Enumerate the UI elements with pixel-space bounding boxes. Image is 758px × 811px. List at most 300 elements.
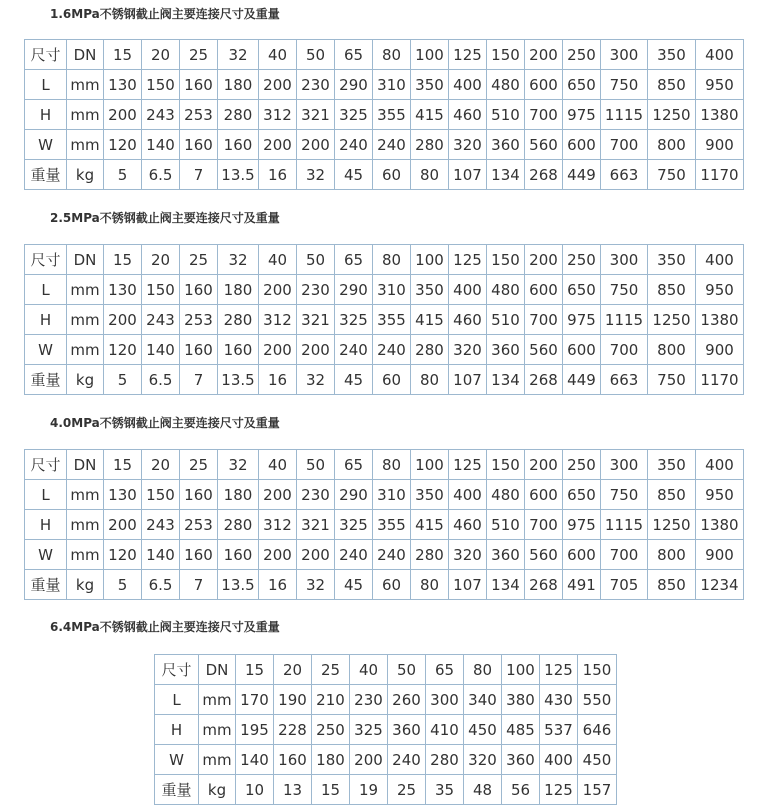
table-cell: 107 <box>449 365 487 395</box>
table-cell: 35 <box>426 775 464 805</box>
table-cell: 80 <box>373 40 411 70</box>
table-cell: 321 <box>297 510 335 540</box>
table-cell: L <box>25 70 67 100</box>
table-cell: 200 <box>297 540 335 570</box>
table-cell: 25 <box>312 655 350 685</box>
table-cell: 400 <box>449 70 487 100</box>
section-title-2-5mpa: 2.5MPa不锈钢截止阀主要连接尺寸及重量 <box>50 211 280 225</box>
table-cell: 160 <box>180 130 218 160</box>
table-cell: 325 <box>335 305 373 335</box>
table-cell: 25 <box>180 245 218 275</box>
table-cell: 1170 <box>696 160 744 190</box>
table-cell: mm <box>67 305 104 335</box>
table-cell: 195 <box>236 715 274 745</box>
table-cell: 350 <box>411 70 449 100</box>
table-cell: 800 <box>648 130 696 160</box>
table-cell: 280 <box>218 100 259 130</box>
table-cell: 280 <box>426 745 464 775</box>
table-cell: 190 <box>274 685 312 715</box>
table-cell: 312 <box>259 305 297 335</box>
table-cell: mm <box>199 745 236 775</box>
table-cell: 1380 <box>696 510 744 540</box>
table-cell: 650 <box>563 275 601 305</box>
table-cell: 240 <box>373 540 411 570</box>
table-cell: mm <box>67 510 104 540</box>
table-cell: 320 <box>464 745 502 775</box>
table-cell: W <box>25 130 67 160</box>
table-cell: 510 <box>487 510 525 540</box>
table-cell: 25 <box>180 40 218 70</box>
table-cell: 200 <box>259 540 297 570</box>
table-cell: 125 <box>449 245 487 275</box>
table-cell: 900 <box>696 130 744 160</box>
table-cell: 100 <box>411 245 449 275</box>
table-cell: 663 <box>601 160 648 190</box>
table-cell: 510 <box>487 305 525 335</box>
table-cell: 750 <box>601 480 648 510</box>
table-cell: kg <box>67 365 104 395</box>
table-cell: 350 <box>648 40 696 70</box>
table-cell: 646 <box>578 715 617 745</box>
table-cell: 450 <box>464 715 502 745</box>
table-cell: 360 <box>487 335 525 365</box>
table-cell: 200 <box>259 130 297 160</box>
height-row <box>155 715 617 745</box>
section-title-4-0mpa: 4.0MPa不锈钢截止阀主要连接尺寸及重量 <box>50 416 280 430</box>
table-cell: 尺寸 <box>155 655 199 685</box>
table-cell: 491 <box>563 570 601 600</box>
table-cell: 268 <box>525 570 563 600</box>
table-cell: 650 <box>563 70 601 100</box>
table-cell: 325 <box>335 510 373 540</box>
table-cell: 260 <box>388 685 426 715</box>
table-cell: 45 <box>335 160 373 190</box>
table-cell: 100 <box>411 450 449 480</box>
table-cell: 310 <box>373 275 411 305</box>
table-cell: 200 <box>525 450 563 480</box>
table-cell: 50 <box>297 40 335 70</box>
table-cell: 650 <box>563 480 601 510</box>
table-cell: 975 <box>563 100 601 130</box>
table-cell: 560 <box>525 335 563 365</box>
table-cell: 150 <box>487 450 525 480</box>
length-row <box>25 480 744 510</box>
table-cell: 253 <box>180 100 218 130</box>
table-cell: mm <box>199 685 236 715</box>
section-title-6-4mpa: 6.4MPa不锈钢截止阀主要连接尺寸及重量 <box>50 620 280 634</box>
table-cell: 975 <box>563 305 601 335</box>
table-cell: kg <box>67 570 104 600</box>
table-cell: mm <box>67 130 104 160</box>
table-cell: 16 <box>259 160 297 190</box>
table-cell: 480 <box>487 480 525 510</box>
table-cell: 800 <box>648 335 696 365</box>
table-cell: 160 <box>218 130 259 160</box>
table-cell: 850 <box>648 275 696 305</box>
table-cell: 268 <box>525 160 563 190</box>
table-cell: 50 <box>388 655 426 685</box>
table-cell: 325 <box>350 715 388 745</box>
width-row <box>25 540 744 570</box>
table-cell: 32 <box>218 450 259 480</box>
table-cell: 900 <box>696 540 744 570</box>
length-row <box>155 685 617 715</box>
table-cell: 510 <box>487 100 525 130</box>
spec-table-1-6mpa <box>24 39 744 190</box>
table-cell: 160 <box>180 540 218 570</box>
table-cell: W <box>155 745 199 775</box>
table-cell: 950 <box>696 275 744 305</box>
table-cell: 1250 <box>648 305 696 335</box>
table-cell: 65 <box>426 655 464 685</box>
table-cell: 850 <box>648 570 696 600</box>
table-cell: 350 <box>648 450 696 480</box>
table-cell: 700 <box>601 335 648 365</box>
table-cell: 160 <box>274 745 312 775</box>
table-cell: 150 <box>142 70 180 100</box>
table-cell: L <box>25 480 67 510</box>
table-cell: 140 <box>142 130 180 160</box>
table-cell: 700 <box>525 510 563 540</box>
table-cell: 50 <box>297 450 335 480</box>
table-cell: 240 <box>373 335 411 365</box>
table-cell: H <box>25 510 67 540</box>
table-cell: 25 <box>388 775 426 805</box>
spec-table-4-0mpa <box>24 449 744 600</box>
table-cell: DN <box>199 655 236 685</box>
table-cell: 250 <box>312 715 350 745</box>
table-cell: mm <box>67 480 104 510</box>
table-cell: 125 <box>449 450 487 480</box>
table-cell: 60 <box>373 160 411 190</box>
table-cell: 350 <box>411 275 449 305</box>
table-cell: 32 <box>297 570 335 600</box>
table-cell: 125 <box>449 40 487 70</box>
table-cell: 300 <box>601 40 648 70</box>
table-cell: 200 <box>259 480 297 510</box>
table-cell: H <box>25 305 67 335</box>
table-cell: 1234 <box>696 570 744 600</box>
table-cell: 975 <box>563 510 601 540</box>
table-cell: 290 <box>335 275 373 305</box>
table-cell: 300 <box>426 685 464 715</box>
table-cell: 80 <box>373 450 411 480</box>
table-cell: 449 <box>563 365 601 395</box>
table-cell: 130 <box>104 480 142 510</box>
table-cell: 312 <box>259 100 297 130</box>
table-cell: 360 <box>502 745 540 775</box>
table-cell: 160 <box>180 480 218 510</box>
table-cell: 200 <box>259 275 297 305</box>
length-row <box>25 275 744 305</box>
table-cell: 180 <box>218 480 259 510</box>
table-cell: 325 <box>335 100 373 130</box>
table-cell: 150 <box>142 275 180 305</box>
table-cell: 410 <box>426 715 464 745</box>
table-cell: 140 <box>236 745 274 775</box>
table-cell: 32 <box>297 160 335 190</box>
table-cell: 160 <box>180 335 218 365</box>
table-cell: 180 <box>218 70 259 100</box>
table-cell: 240 <box>388 745 426 775</box>
table-cell: 13.5 <box>218 365 259 395</box>
table-cell: 400 <box>540 745 578 775</box>
table-cell: 250 <box>563 450 601 480</box>
table-cell: 50 <box>297 245 335 275</box>
table-cell: 65 <box>335 245 373 275</box>
header-row <box>25 245 744 275</box>
table-cell: 600 <box>563 130 601 160</box>
table-cell: 600 <box>525 70 563 100</box>
table-cell: mm <box>67 335 104 365</box>
table-cell: 320 <box>449 540 487 570</box>
table-cell: 15 <box>312 775 350 805</box>
table-cell: 40 <box>259 245 297 275</box>
table-cell: 400 <box>696 40 744 70</box>
table-cell: 80 <box>411 160 449 190</box>
table-cell: 253 <box>180 305 218 335</box>
table-cell: 180 <box>312 745 350 775</box>
table-cell: 415 <box>411 305 449 335</box>
table-cell: 310 <box>373 70 411 100</box>
table-cell: 240 <box>335 130 373 160</box>
table-cell: 350 <box>411 480 449 510</box>
table-cell: 550 <box>578 685 617 715</box>
table-cell: 40 <box>259 450 297 480</box>
table-cell: 140 <box>142 335 180 365</box>
table-cell: 1250 <box>648 510 696 540</box>
table-cell: 360 <box>388 715 426 745</box>
table-cell: 228 <box>274 715 312 745</box>
table-cell: 65 <box>335 450 373 480</box>
table-cell: kg <box>199 775 236 805</box>
table-cell: 600 <box>525 275 563 305</box>
table-cell: 13.5 <box>218 570 259 600</box>
table-cell: 355 <box>373 305 411 335</box>
table-cell: 200 <box>525 40 563 70</box>
table-cell: 19 <box>350 775 388 805</box>
table-cell: 160 <box>218 335 259 365</box>
table-cell: 6.5 <box>142 160 180 190</box>
table-cell: 65 <box>335 40 373 70</box>
table-cell: W <box>25 335 67 365</box>
table-cell: 460 <box>449 100 487 130</box>
table-cell: 100 <box>502 655 540 685</box>
table-cell: DN <box>67 40 104 70</box>
table-cell: 850 <box>648 480 696 510</box>
table-cell: 13.5 <box>218 160 259 190</box>
weight-row <box>25 365 744 395</box>
table-cell: 200 <box>104 510 142 540</box>
table-cell: mm <box>199 715 236 745</box>
table-cell: 350 <box>648 245 696 275</box>
table-cell: 240 <box>335 335 373 365</box>
table-cell: H <box>25 100 67 130</box>
table-cell: 485 <box>502 715 540 745</box>
table-cell: 200 <box>297 335 335 365</box>
table-cell: 300 <box>601 245 648 275</box>
height-row <box>25 305 744 335</box>
table-cell: 60 <box>373 570 411 600</box>
table-cell: 560 <box>525 540 563 570</box>
table-cell: 6.5 <box>142 365 180 395</box>
table-cell: 1250 <box>648 100 696 130</box>
table-cell: mm <box>67 275 104 305</box>
table-cell: 130 <box>104 275 142 305</box>
length-row <box>25 70 744 100</box>
table-cell: 355 <box>373 100 411 130</box>
table-cell: 120 <box>104 540 142 570</box>
table-cell: 160 <box>180 275 218 305</box>
table-cell: 重量 <box>25 160 67 190</box>
table-cell: W <box>25 540 67 570</box>
table-cell: 230 <box>297 275 335 305</box>
table-cell: 449 <box>563 160 601 190</box>
table-cell: 32 <box>297 365 335 395</box>
table-cell: 320 <box>449 335 487 365</box>
table-cell: 20 <box>142 245 180 275</box>
table-cell: 56 <box>502 775 540 805</box>
weight-row <box>25 570 744 600</box>
table-cell: 134 <box>487 365 525 395</box>
table-cell: 200 <box>104 305 142 335</box>
table-cell: 45 <box>335 570 373 600</box>
table-cell: 850 <box>648 70 696 100</box>
height-row <box>25 100 744 130</box>
table-cell: 140 <box>142 540 180 570</box>
table-cell: 700 <box>525 305 563 335</box>
table-cell: kg <box>67 160 104 190</box>
table-cell: 25 <box>180 450 218 480</box>
table-cell: 460 <box>449 305 487 335</box>
table-cell: 355 <box>373 510 411 540</box>
table-cell: 1115 <box>601 510 648 540</box>
table-cell: 312 <box>259 510 297 540</box>
table-cell: 107 <box>449 570 487 600</box>
table-cell: 150 <box>487 40 525 70</box>
table-cell: L <box>155 685 199 715</box>
table-cell: 480 <box>487 275 525 305</box>
table-cell: 750 <box>601 70 648 100</box>
table-cell: 1170 <box>696 365 744 395</box>
table-cell: 5 <box>104 365 142 395</box>
table-cell: 950 <box>696 480 744 510</box>
table-cell: 600 <box>525 480 563 510</box>
table-cell: 290 <box>335 480 373 510</box>
table-cell: 243 <box>142 305 180 335</box>
table-cell: 1380 <box>696 100 744 130</box>
table-cell: 253 <box>180 510 218 540</box>
header-row <box>155 655 617 685</box>
table-cell: 450 <box>578 745 617 775</box>
weight-row <box>155 775 617 805</box>
table-cell: 15 <box>236 655 274 685</box>
table-cell: 40 <box>259 40 297 70</box>
table-cell: 400 <box>696 450 744 480</box>
table-cell: 重量 <box>155 775 199 805</box>
table-cell: 600 <box>563 540 601 570</box>
table-cell: 321 <box>297 100 335 130</box>
table-cell: mm <box>67 100 104 130</box>
table-cell: 10 <box>236 775 274 805</box>
table-cell: 415 <box>411 510 449 540</box>
table-cell: 250 <box>563 40 601 70</box>
table-cell: 13 <box>274 775 312 805</box>
table-cell: 700 <box>525 100 563 130</box>
table-cell: 250 <box>563 245 601 275</box>
table-cell: 537 <box>540 715 578 745</box>
table-cell: 290 <box>335 70 373 100</box>
table-cell: DN <box>67 450 104 480</box>
table-cell: 800 <box>648 540 696 570</box>
table-cell: L <box>25 275 67 305</box>
table-cell: 重量 <box>25 570 67 600</box>
section-title-1-6mpa: 1.6MPa不锈钢截止阀主要连接尺寸及重量 <box>50 7 280 21</box>
table-cell: 150 <box>578 655 617 685</box>
table-cell: 尺寸 <box>25 245 67 275</box>
table-cell: 360 <box>487 130 525 160</box>
table-cell: H <box>155 715 199 745</box>
table-cell: 240 <box>373 130 411 160</box>
table-cell: 280 <box>411 130 449 160</box>
table-cell: 280 <box>218 305 259 335</box>
table-cell: 125 <box>540 655 578 685</box>
table-cell: 280 <box>411 540 449 570</box>
table-cell: 200 <box>350 745 388 775</box>
table-cell: 20 <box>142 450 180 480</box>
table-cell: 1380 <box>696 305 744 335</box>
table-cell: 415 <box>411 100 449 130</box>
table-cell: 40 <box>350 655 388 685</box>
table-cell: 200 <box>297 130 335 160</box>
header-row <box>25 450 744 480</box>
table-cell: 尺寸 <box>25 40 67 70</box>
table-cell: 120 <box>104 130 142 160</box>
table-cell: 32 <box>218 245 259 275</box>
width-row <box>25 130 744 160</box>
table-cell: 243 <box>142 100 180 130</box>
table-cell: 200 <box>259 335 297 365</box>
table-cell: 7 <box>180 160 218 190</box>
table-cell: 130 <box>104 70 142 100</box>
table-cell: 230 <box>297 70 335 100</box>
table-cell: 700 <box>601 130 648 160</box>
table-cell: 280 <box>411 335 449 365</box>
table-cell: 1115 <box>601 305 648 335</box>
spec-table-2-5mpa <box>24 244 744 395</box>
table-cell: 280 <box>218 510 259 540</box>
table-cell: 重量 <box>25 365 67 395</box>
table-cell: 20 <box>274 655 312 685</box>
table-cell: 560 <box>525 130 563 160</box>
table-cell: 321 <box>297 305 335 335</box>
table-cell: 80 <box>411 365 449 395</box>
table-cell: 7 <box>180 365 218 395</box>
table-cell: 243 <box>142 510 180 540</box>
table-cell: 750 <box>648 365 696 395</box>
table-cell: mm <box>67 540 104 570</box>
table-cell: 460 <box>449 510 487 540</box>
table-cell: 200 <box>104 100 142 130</box>
table-cell: mm <box>67 70 104 100</box>
table-cell: 950 <box>696 70 744 100</box>
table-cell: 15 <box>104 450 142 480</box>
table-cell: 400 <box>449 275 487 305</box>
table-cell: 340 <box>464 685 502 715</box>
table-cell: 750 <box>648 160 696 190</box>
table-cell: 600 <box>563 335 601 365</box>
table-cell: 5 <box>104 160 142 190</box>
